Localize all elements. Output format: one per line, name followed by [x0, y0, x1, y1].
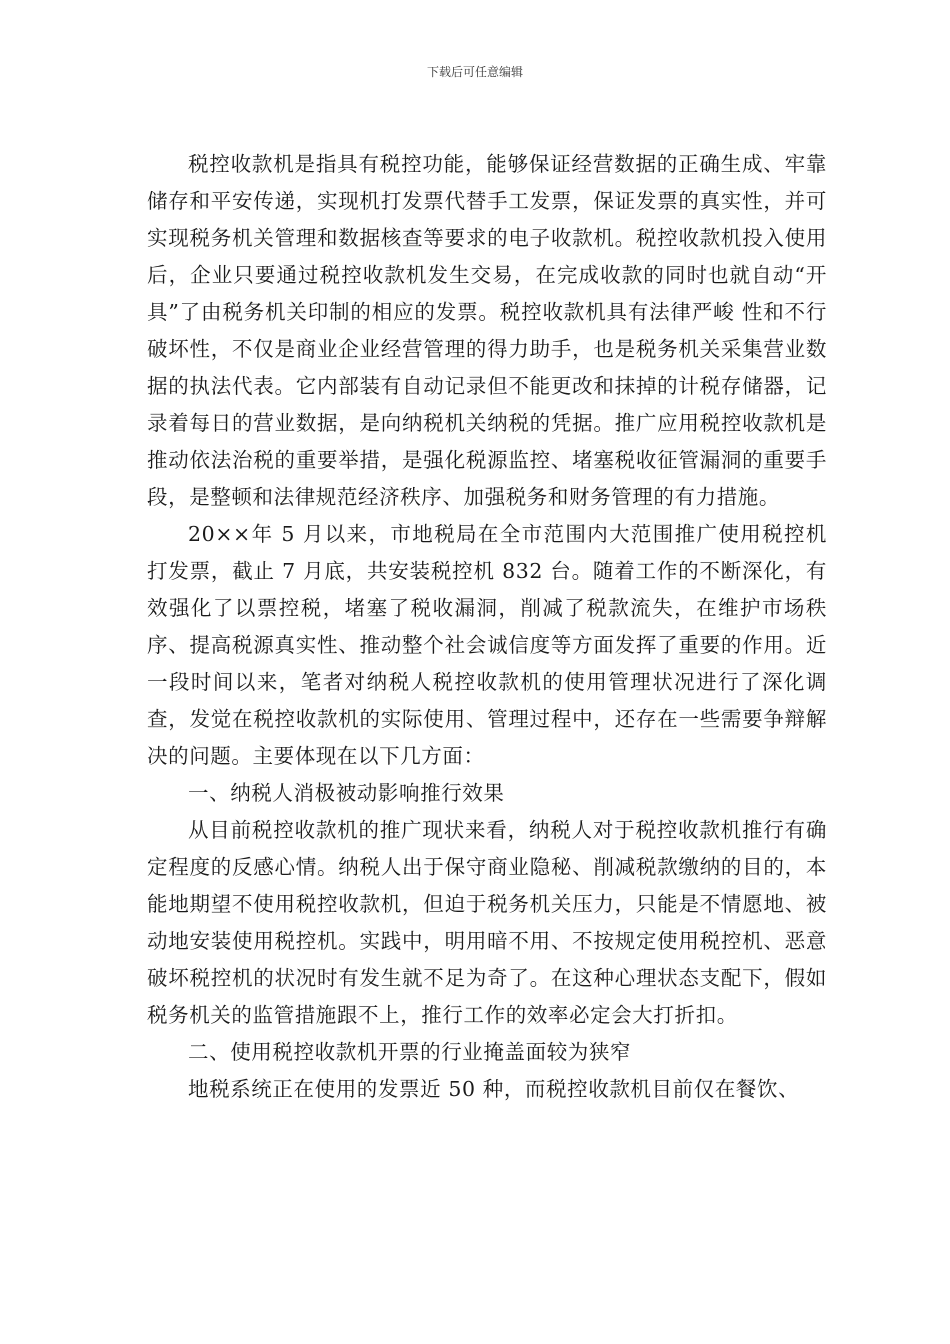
page-header-note: 下载后可任意编辑 [426, 65, 523, 79]
paragraph-background: 20××年 5 月以来，市地税局在全市范围内大范围推广使用税控机打发票，截止 7 月底，共安装税控机 832 台。随着工作的不断深化，有效强化了以票控税，堵塞了税收漏洞，削减了税款流失，在维护市场秩序、提高税源真实性、推动整个社会诚信度等方面发挥了重要的作用。近一段时间以来，笔者对纳税人税控收款机的使用管理状况进行了深化调查，发觉在税控收款机的实际使用、管理过程中，还存在一些需要争辩解决的问题。主要体现在以下几方面： [147, 522, 827, 768]
paragraph-section-2: 地税系统正在使用的发票近 50 种，而税控收款机目前仅在餐饮、 [188, 1077, 800, 1101]
section-heading-1: 一、纳税人消极被动影响推行效果 [188, 781, 505, 805]
paragraph-intro: 税控收款机是指具有税控功能，能够保证经营数据的正确生成、牢靠储存和平安传递，实现机打发票代替手工发票，保证发票的真实性，并可实现税务机关管理和数据核查等要求的电子收款机。税控收款机投入使用后，企业只要通过税控收款机发生交易，在完成收款的同时也就自动“开具”了由税务机关印制的相应的发票。税控收款机具有法律严峻 性和不行破坏性，不仅是商业企业经营管理的得力助手，也是税务机关采集营业数据的执法代表。它内部装有自动记录但不能更改和抹掉的计税存储器，记录着每日的营业数据，是向纳税机关纳税的凭据。推广应用税控收款机是推动依法治税的重要举措，是强化税源监控、堵塞税收征管漏洞的重要手段，是整顿和法律规范经济秩序、加强税务和财务管理的有力措施。 [147, 152, 827, 509]
document-body [147, 146, 827, 1108]
section-heading-2: 二、使用税控收款机开票的行业掩盖面较为狭窄 [188, 1040, 632, 1064]
paragraph-section-1: 从目前税控收款机的推广现状来看，纳税人对于税控收款机推行有确定程度的反感心情。纳税人出于保守商业隐秘、削减税款缴纳的目的，本能地期望不使用税控收款机，但迫于税务机关压力，只能是不情愿地、被动地安装使用税控机。实践中，明用暗不用、不按规定使用税控机、恶意破坏税控机的状况时有发生就不足为奇了。在这种心理状态支配下，假如税务机关的监管措施跟不上，推行工作的效率必定会大打折扣。 [147, 818, 827, 1027]
